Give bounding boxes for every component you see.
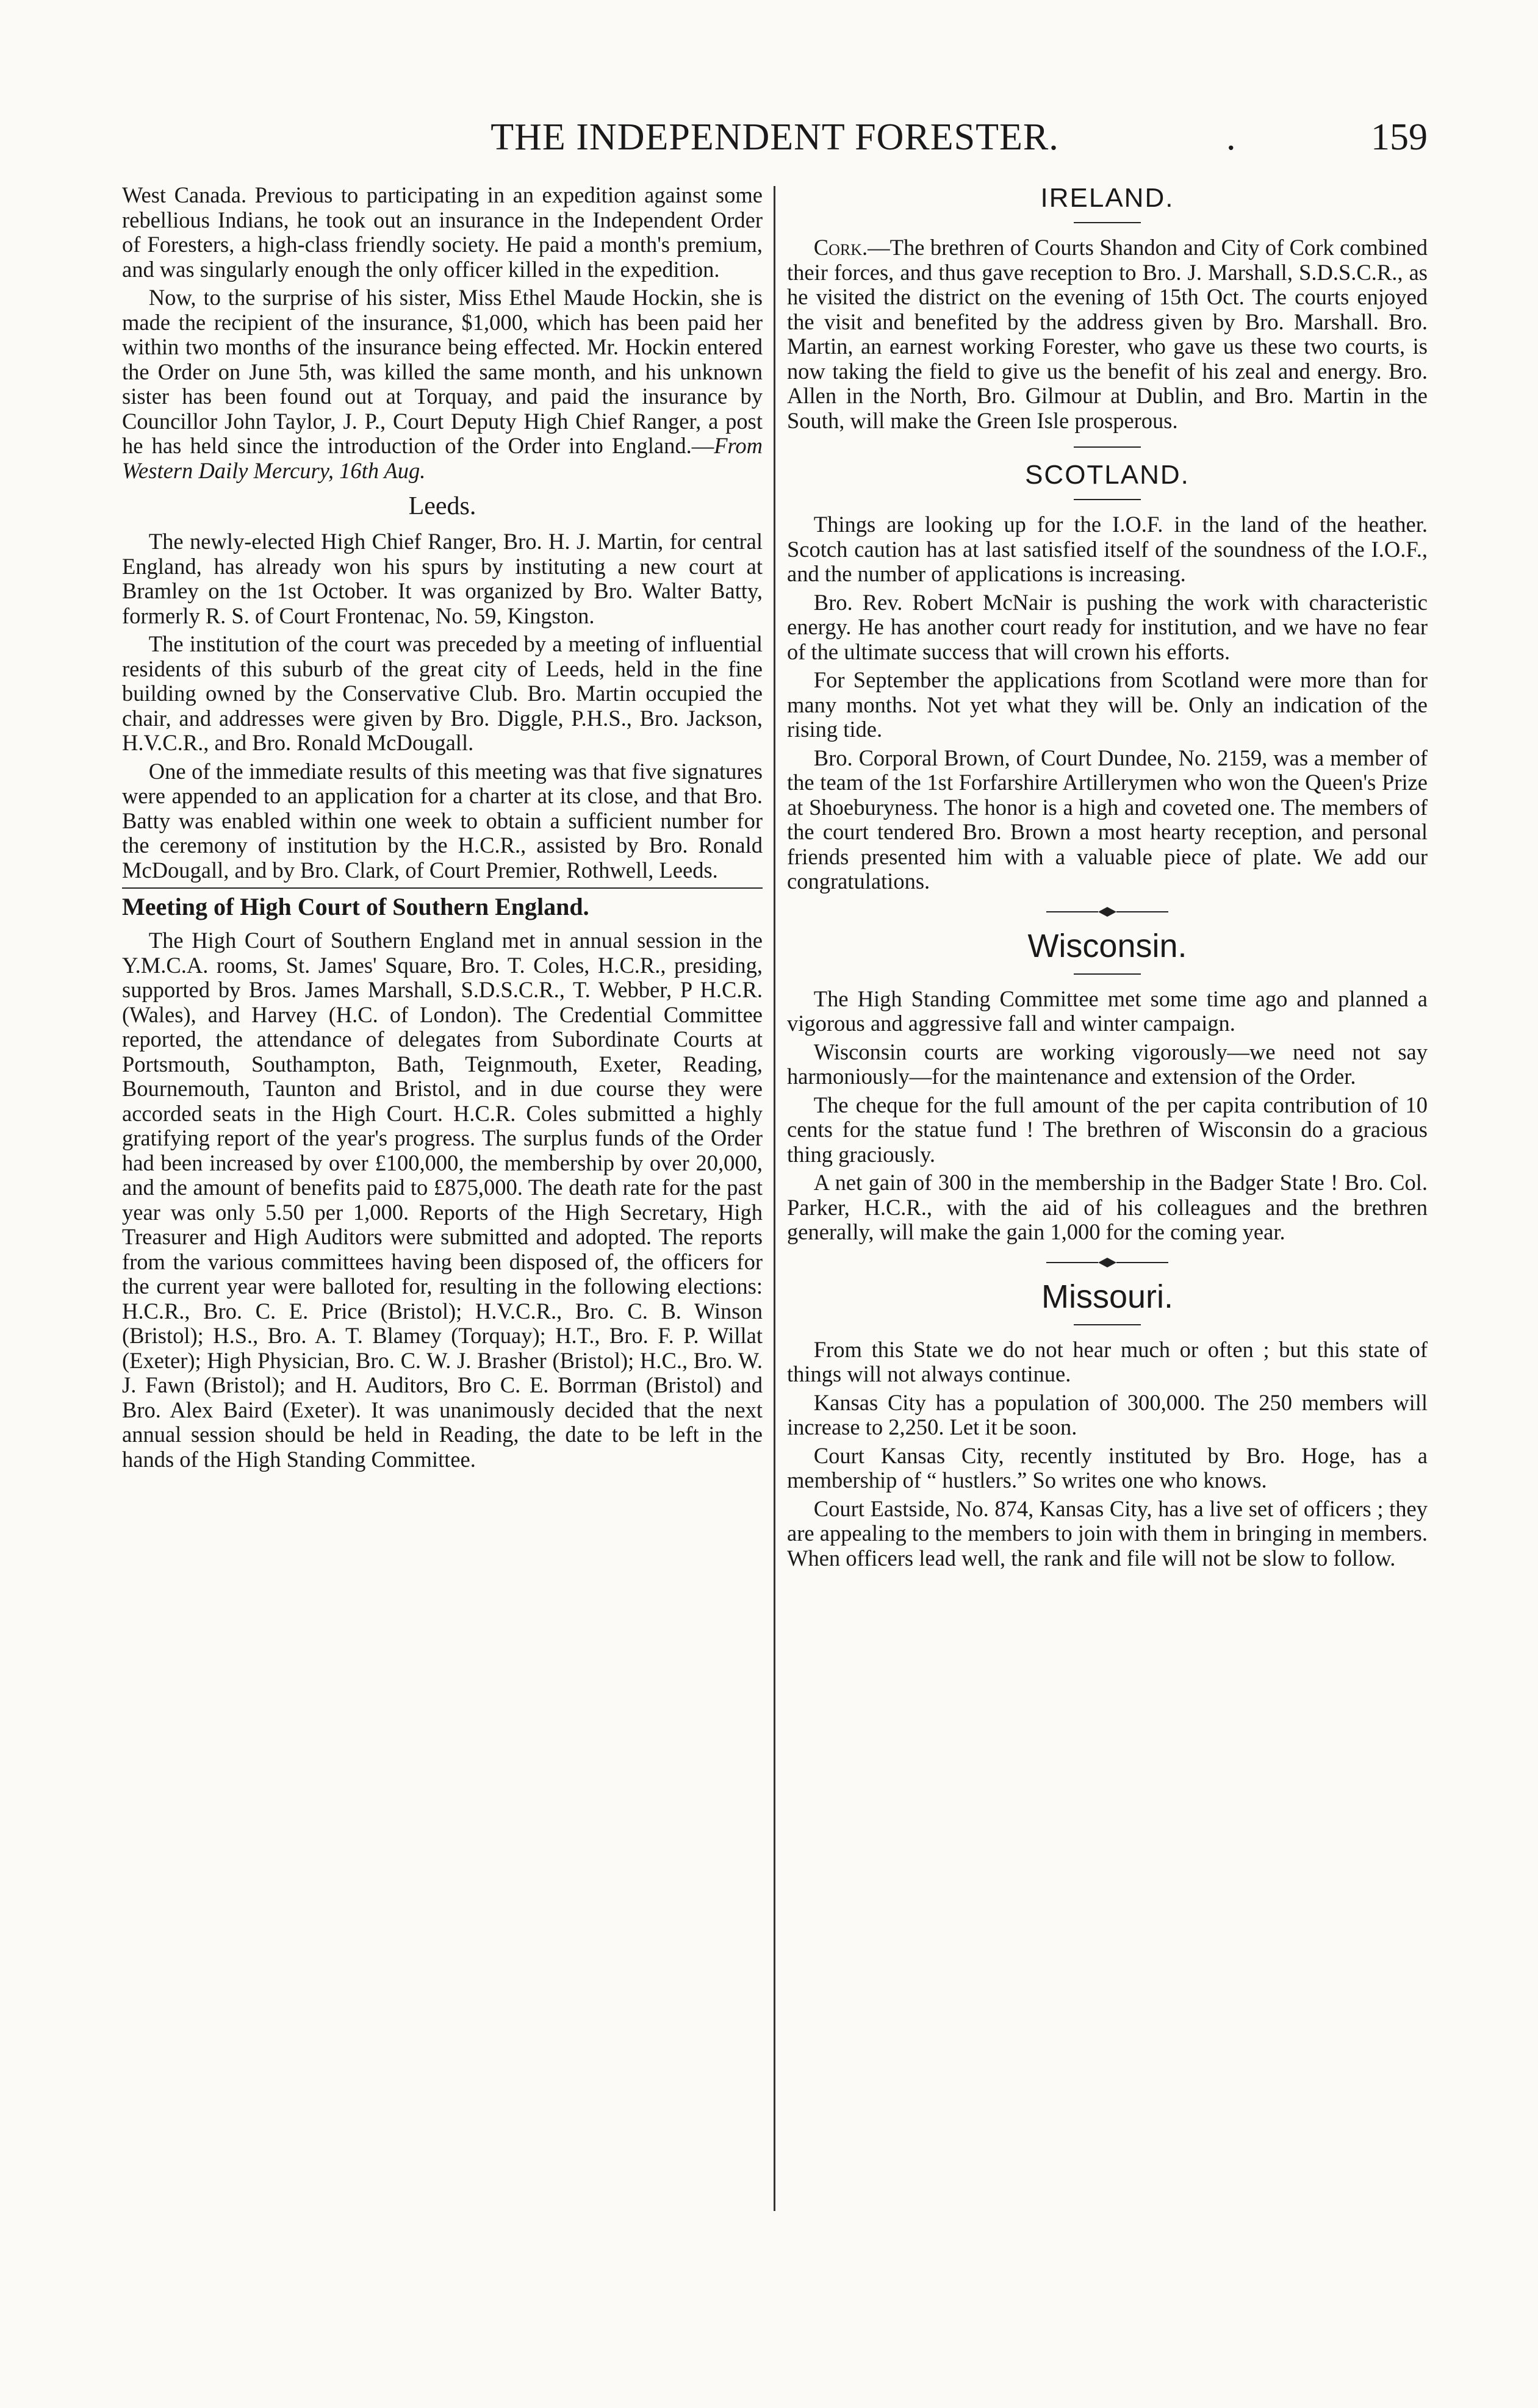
missouri-paragraph-1: From this State we do not hear much or often ; but this state of things will not always continue. bbox=[787, 1336, 1428, 1386]
wisconsin-paragraph-1: The High Standing Committee met some time ago and planned a vigorous and aggressive fall and winter campaign. bbox=[787, 986, 1428, 1036]
cork-lead: Cork. bbox=[813, 235, 868, 260]
hockin-text: Now, to the surprise of his sister, Miss Ethel Maude Hockin, she is made the recipient of the insurance, $1,000, which has been paid her within two months of the insurance being effected. Mr. Hockin entered the Order on June 5th, was killed the same month, and his unknown sister has been found out at Torquay, and paid the insurance by Councillor John Taylor, J. P., Court Deputy High Chief Ranger, a post he has held since the introduction of the Order into England.— bbox=[122, 285, 763, 458]
ornament-icon bbox=[1040, 1253, 1174, 1272]
wisconsin-paragraph-3: The cheque for the full amount of the per capita contribution of 10 cents for the statue fund ! The brethren of Wisconsin do a gracious thing graciously. bbox=[787, 1092, 1428, 1167]
ireland-paragraph bbox=[787, 235, 1428, 433]
scotland-paragraph-4: Bro. Corporal Brown, of Court Dundee, No. 2159, was a member of the team of the 1st Forfarshire Artillerymen who won the Queen's Prize at Shoeburyness. The honor is a high and coveted one. The members of the court tendered Bro. Brown a most hearty reception, and personal friends presented him with a valuable piece of plate. We add our congratulations. bbox=[787, 745, 1428, 894]
section-rule bbox=[1074, 446, 1141, 448]
section-heading-scotland: SCOTLAND. bbox=[1025, 460, 1190, 490]
section-heading-leeds: Leeds. bbox=[408, 492, 476, 520]
heading-rule bbox=[1074, 222, 1141, 223]
ornament-divider bbox=[787, 1253, 1428, 1274]
page-number: 159 bbox=[1371, 116, 1428, 158]
heading-rule bbox=[1074, 499, 1141, 500]
ornament-divider bbox=[787, 903, 1428, 923]
leeds-paragraph-1: The newly-elected High Chief Ranger, Bro. H. J. Martin, for central England, has already won his spurs by instituting a new court at Bramley on the 1st October. It was organized by Bro. Walter Batty, formerly R. S. of Court Frontenac, No. 59, Kingston. bbox=[122, 529, 763, 628]
section-heading-wisconsin: Wisconsin. bbox=[1027, 927, 1187, 964]
running-title: THE INDEPENDENT FORESTER. bbox=[491, 116, 1059, 158]
wisconsin-paragraph-4: A net gain of 300 in the membership in the Badger State ! Bro. Col. Parker, H.C.R., with the aid of his colleagues and the brethren generally, will make the gain 1,000 for the coming year. bbox=[787, 1170, 1428, 1244]
missouri-paragraph-2: Kansas City has a population of 300,000. The 250 members will increase to 2,250. Let it be soon. bbox=[787, 1389, 1428, 1439]
wisconsin-paragraph-2: Wisconsin courts are working vigorously—we need not say harmoniously—for the maintenance and extension of the Order. bbox=[787, 1039, 1428, 1089]
left-column bbox=[122, 183, 763, 1475]
ireland-text: —The brethren of Courts Shandon and City of Cork combined their forces, and thus gave reception to Bro. J. Marshall, S.D.S.C.R., as he visited the district on the evening of 15th Oct. The courts enjoyed the visit and benefited by the address given by Bro. Marshall. Bro. Martin, an earnest working Forester, who gave us these two courts, is now taking the field to give us the benefit of his zeal and energy. Bro. Allen in the North, Bro. Gilmour at Dublin, and Bro. Martin in the South, will make the Green Isle prosperous. bbox=[787, 235, 1428, 433]
section-heading-ireland: IRELAND. bbox=[1040, 183, 1174, 213]
section-heading-missouri: Missouri. bbox=[1041, 1278, 1174, 1315]
southern-england-paragraph: The High Court of Southern England met in annual session in the Y.M.C.A. rooms, St. James' Square, Bro. T. Coles, H.C.R., presiding, supported by Bros. James Marshall, S.D.S.C.R., T. Webber, P H.C.R. (Wales), and Harvey (H.C. of London). The Credential Committee reported, the attendance of delegates from Subordinate Courts at Portsmouth, Southampton, Bath, Teignmouth, Exeter, Reading, Bournemouth, Taunton and Bristol, and in due course they were accorded seats in the High Court. H.C.R. Coles submitted a highly gratifying report of the year's progress. The surplus funds of the Order had been increased by over £100,000, the membership by over 20,000, and the amount of benefits paid to £875,000. The death rate for the past year was only 5.50 per 1,000. Reports of the High Secretary, High Treasurer and High Auditors were submitted and adopted. The reports from the various committees having been disposed of, the officers for the current year were balloted for, resulting in the following elections: H.C.R., Bro. C. E. Price (Bristol); H.V.C.R., Bro. C. B. Winson (Bristol); H.S., Bro. A. T. Blamey (Torquay); H.T., Bro. F. P. Willat (Exeter); High Physician, Bro. C. W. J. Brasher (Bristol); H.C., Bro. W. J. Fawn (Bristol); and H. Auditors, Bro C. E. Borrman (Bristol) and Bro. Alex Baird (Exeter). It was unanimously decided that the next annual session should be held in Reading, the date to be left in the hands of the High Standing Committee. bbox=[122, 928, 763, 1472]
missouri-paragraph-3: Court Kansas City, recently instituted by Bro. Hoge, has a membership of “ hustlers.” So writes one who knows. bbox=[787, 1442, 1428, 1492]
source-citation: From Western Daily Mercury, 16th Aug. bbox=[122, 433, 763, 483]
scotland-paragraph-3: For September the applications from Scotland were more than for many months. Not yet what they will be. Only an indication of the rising tide. bbox=[787, 667, 1428, 742]
missouri-paragraph-4: Court Eastside, No. 874, Kansas City, has a live set of officers ; they are appealing to the members to join with them in bringing in members. When officers lead well, the rank and file will not be slow to follow. bbox=[787, 1496, 1428, 1571]
section-divider bbox=[122, 887, 763, 889]
article-paragraph-hockin bbox=[122, 285, 763, 483]
heading-rule bbox=[1074, 973, 1141, 975]
scotland-paragraph-2: Bro. Rev. Robert McNair is pushing the work with characteristic energy. He has another court ready for institution, and we have no fear of the ultimate success that will crown his efforts. bbox=[787, 589, 1428, 664]
right-column bbox=[787, 183, 1428, 1574]
article-continuation-paragraph: West Canada. Previous to participating in an expedition against some rebellious Indians, he took out an insurance in the Independent Order of Foresters, a high-class friendly society. He paid a month's premium, and was singularly enough the only officer killed in the expedition. bbox=[122, 182, 763, 282]
heading-rule bbox=[1074, 1324, 1141, 1325]
scotland-paragraph-1: Things are looking up for the I.O.F. in the land of the heather. Scotch caution has at last satisfied itself of the soundness of the I.O.F., and the number of applications is increasing. bbox=[787, 512, 1428, 586]
column-divider bbox=[774, 186, 775, 2211]
page-header bbox=[122, 116, 1428, 171]
ornament-icon bbox=[1040, 903, 1174, 921]
leeds-paragraph-3: One of the immediate results of this meeting was that five signatures were appended to an application for a charter at its close, and that Bro. Batty was enabled within one week to obtain a sufficient number for the ceremony of institution by the H.C.R., assisted by Bro. Ronald McDougall, and by Bro. Clark, of Court Premier, Rothwell, Leeds. bbox=[122, 758, 763, 883]
header-dot: . bbox=[1226, 116, 1236, 158]
leeds-paragraph-2: The institution of the court was preceded by a meeting of influential residents of this suburb of the great city of Leeds, held in the fine building owned by the Conservative Club. Bro. Martin occupied the chair, and addresses were given by Bro. Diggle, P.H.S., Bro. Jackson, H.V.C.R., and Bro. Ronald McDougall. bbox=[122, 631, 763, 755]
section-heading-southern-england: Meeting of High Court of Southern England. bbox=[122, 893, 589, 920]
